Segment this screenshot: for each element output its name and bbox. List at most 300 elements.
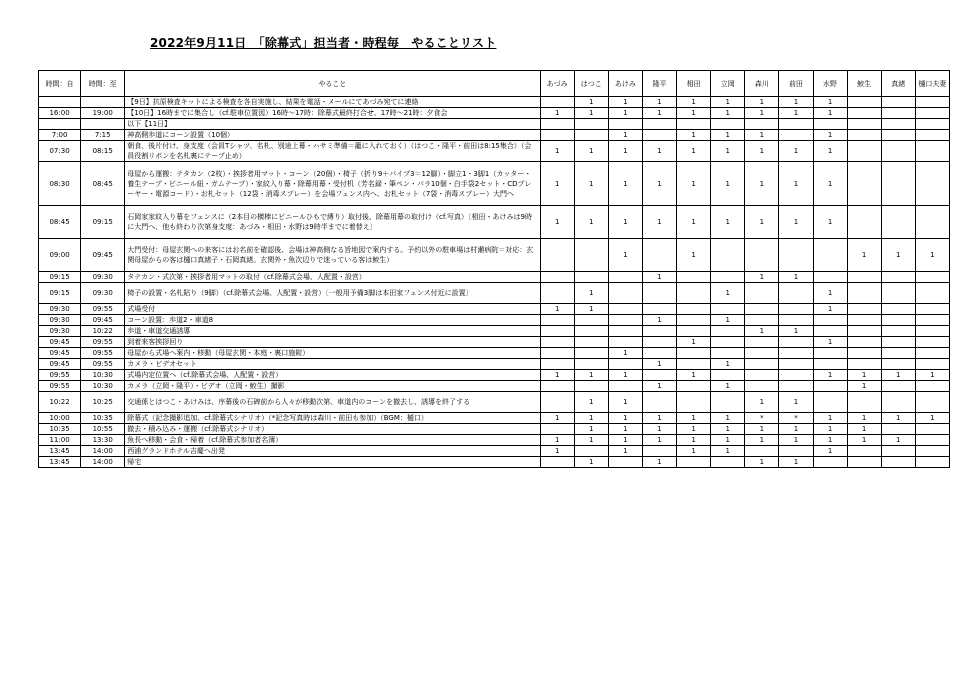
assignment-cell: [540, 283, 574, 304]
assignment-cell: 1: [574, 206, 608, 239]
assignment-cell: [711, 370, 745, 381]
assignment-cell: 1: [608, 446, 642, 457]
table-row: [39, 272, 950, 283]
assignment-cell: [677, 326, 711, 337]
assignment-cell: [745, 283, 779, 304]
end-time-cell: 10:35: [81, 413, 125, 424]
end-time-cell: 13:30: [81, 435, 125, 446]
assignment-cell: 1: [813, 97, 847, 108]
assignment-cell: [881, 141, 915, 162]
table-row: [39, 130, 950, 141]
assignment-cell: [915, 206, 949, 239]
assignment-cell: 1: [779, 141, 813, 162]
assignment-cell: 1: [608, 141, 642, 162]
task-cell: 魚長へ移動・会食・帰着（cf.除幕式参加者名簿）: [125, 435, 540, 446]
assignment-cell: 1: [642, 206, 676, 239]
start-time-cell: 08:30: [39, 162, 81, 206]
assignment-cell: [915, 446, 949, 457]
assignment-cell: [847, 446, 881, 457]
assignment-cell: [915, 381, 949, 392]
assignment-cell: [847, 130, 881, 141]
assignment-cell: 1: [779, 424, 813, 435]
assignment-cell: [779, 304, 813, 315]
assignment-cell: [745, 119, 779, 130]
assignment-cell: 1: [642, 457, 676, 468]
task-cell: 神高側歩道にコーン設置（10個）: [125, 130, 540, 141]
end-time-cell: 09:15: [81, 206, 125, 239]
assignment-cell: 1: [642, 435, 676, 446]
assignment-cell: [847, 119, 881, 130]
assignment-cell: [881, 130, 915, 141]
assignment-cell: 1: [813, 130, 847, 141]
assignment-cell: [881, 315, 915, 326]
assignment-cell: 1: [847, 413, 881, 424]
assignment-cell: 1: [540, 446, 574, 457]
assignment-cell: 1: [813, 337, 847, 348]
assignment-cell: 1: [642, 381, 676, 392]
assignment-cell: [677, 272, 711, 283]
assignment-cell: 1: [608, 162, 642, 206]
assignment-cell: 1: [540, 206, 574, 239]
start-time-cell: 09:45: [39, 348, 81, 359]
assignment-cell: 1: [813, 424, 847, 435]
end-time-cell: 10:25: [81, 392, 125, 413]
end-time-cell: 09:55: [81, 304, 125, 315]
assignment-cell: 1: [540, 413, 574, 424]
assignment-cell: 1: [813, 435, 847, 446]
assignment-cell: [608, 272, 642, 283]
end-time-cell: 19:00: [81, 108, 125, 119]
assignment-cell: [915, 272, 949, 283]
assignment-cell: [608, 119, 642, 130]
page-title: 2022年9月11日 「除幕式」担当者・時程毎 やることリスト: [150, 36, 497, 50]
end-time-cell: [81, 119, 125, 130]
assignment-cell: [779, 337, 813, 348]
assignment-cell: [540, 381, 574, 392]
assignment-cell: 1: [574, 392, 608, 413]
assignment-cell: [915, 337, 949, 348]
table-row: [39, 435, 950, 446]
assignment-cell: 1: [711, 446, 745, 457]
assignment-cell: [642, 283, 676, 304]
table-row: [39, 457, 950, 468]
assignment-cell: [881, 326, 915, 337]
assignment-cell: 1: [608, 206, 642, 239]
assignment-cell: 1: [847, 381, 881, 392]
end-time-cell: 09:30: [81, 283, 125, 304]
assignment-cell: 1: [779, 326, 813, 337]
task-cell: 撤去・積み込み・運搬（cf.除幕式シナリオ）: [125, 424, 540, 435]
assignment-cell: 1: [608, 97, 642, 108]
assignment-cell: [779, 446, 813, 457]
assignment-cell: [540, 392, 574, 413]
assignment-cell: [608, 304, 642, 315]
assignment-cell: [574, 272, 608, 283]
assignment-cell: [813, 315, 847, 326]
task-cell: 石岡家家紋入り幕をフェンスに（2本目の横棒にビニールひもで縛り）取付後、除幕用幕の取付け（cf.写真）〔相田・あけみは9時に大門へ、他も終わり次第身支度：あづみ・相田・水野は9時半までに着替え〕: [125, 206, 540, 239]
assignment-cell: [915, 315, 949, 326]
assignment-cell: 1: [915, 239, 949, 272]
assignment-cell: *: [745, 413, 779, 424]
assignment-cell: [677, 348, 711, 359]
assignment-cell: 1: [540, 162, 574, 206]
assignment-cell: 1: [745, 435, 779, 446]
task-cell: コーン設置：歩道2・車道8: [125, 315, 540, 326]
assignment-cell: 1: [745, 392, 779, 413]
assignment-cell: [847, 392, 881, 413]
end-time-cell: 10:30: [81, 370, 125, 381]
assignment-cell: [847, 326, 881, 337]
assignment-cell: [915, 141, 949, 162]
start-time-cell: 09:45: [39, 337, 81, 348]
header-person: 隆平: [642, 71, 676, 97]
assignment-cell: 1: [813, 162, 847, 206]
task-cell: 交通係とはつこ・あけみは、序幕後の石碑前から人々が移動次第、車道内のコーンを撤去し、誘導を終了する: [125, 392, 540, 413]
assignment-cell: 1: [779, 435, 813, 446]
assignment-cell: [881, 381, 915, 392]
assignment-cell: [847, 457, 881, 468]
assignment-cell: 1: [711, 315, 745, 326]
assignment-cell: 1: [608, 413, 642, 424]
task-cell: 西浦グランドホテル吉慶へ出発: [125, 446, 540, 457]
assignment-cell: [608, 381, 642, 392]
assignment-cell: [677, 283, 711, 304]
assignment-cell: [677, 392, 711, 413]
assignment-cell: [642, 337, 676, 348]
start-time-cell: 09:15: [39, 272, 81, 283]
assignment-cell: [847, 141, 881, 162]
assignment-cell: 1: [847, 435, 881, 446]
assignment-cell: [642, 370, 676, 381]
table-row: [39, 413, 950, 424]
assignment-cell: [642, 239, 676, 272]
start-time-cell: 13:45: [39, 446, 81, 457]
start-time-cell: [39, 119, 81, 130]
task-table: [38, 70, 950, 468]
assignment-cell: [745, 315, 779, 326]
assignment-cell: [642, 326, 676, 337]
task-cell: 椅子の設置・名札貼り（9脚）（cf.除幕式会場、人配置・設営）〔一般用予備3脚は本田家フェンス付近に設置〕: [125, 283, 540, 304]
assignment-cell: [915, 304, 949, 315]
assignment-cell: [813, 348, 847, 359]
assignment-cell: 1: [608, 435, 642, 446]
assignment-cell: 1: [711, 206, 745, 239]
start-time-cell: 09:15: [39, 283, 81, 304]
assignment-cell: 1: [881, 239, 915, 272]
assignment-cell: [608, 359, 642, 370]
assignment-cell: [574, 119, 608, 130]
assignment-cell: 1: [745, 457, 779, 468]
assignment-cell: 1: [540, 370, 574, 381]
end-time-cell: 7:15: [81, 130, 125, 141]
start-time-cell: 09:30: [39, 304, 81, 315]
assignment-cell: [847, 315, 881, 326]
end-time-cell: [81, 97, 125, 108]
assignment-cell: 1: [574, 424, 608, 435]
assignment-cell: [881, 119, 915, 130]
assignment-cell: 1: [779, 97, 813, 108]
assignment-cell: 1: [608, 370, 642, 381]
assignment-cell: 1: [574, 162, 608, 206]
assignment-cell: [540, 272, 574, 283]
start-time-cell: 7:00: [39, 130, 81, 141]
assignment-cell: [608, 283, 642, 304]
assignment-cell: 1: [711, 424, 745, 435]
assignment-cell: [540, 315, 574, 326]
start-time-cell: 09:55: [39, 370, 81, 381]
assignment-cell: [915, 162, 949, 206]
assignment-cell: [779, 130, 813, 141]
start-time-cell: 09:30: [39, 315, 81, 326]
assignment-cell: [915, 392, 949, 413]
assignment-cell: [711, 337, 745, 348]
start-time-cell: 08:45: [39, 206, 81, 239]
end-time-cell: 14:00: [81, 457, 125, 468]
assignment-cell: [642, 130, 676, 141]
start-time-cell: 09:55: [39, 381, 81, 392]
assignment-cell: 1: [677, 337, 711, 348]
assignment-cell: [711, 326, 745, 337]
assignment-cell: [711, 392, 745, 413]
header-person: はつこ: [574, 71, 608, 97]
assignment-cell: [574, 326, 608, 337]
assignment-cell: [745, 381, 779, 392]
assignment-cell: [881, 283, 915, 304]
assignment-cell: 1: [642, 359, 676, 370]
header-person: あけみ: [608, 71, 642, 97]
assignment-cell: 1: [745, 130, 779, 141]
end-time-cell: 14:00: [81, 446, 125, 457]
assignment-cell: [813, 381, 847, 392]
end-time-cell: 09:55: [81, 359, 125, 370]
assignment-cell: 1: [711, 162, 745, 206]
assignment-cell: [847, 162, 881, 206]
assignment-cell: [540, 424, 574, 435]
table-row: [39, 424, 950, 435]
assignment-cell: 1: [677, 141, 711, 162]
assignment-cell: 1: [677, 435, 711, 446]
assignment-cell: 1: [540, 141, 574, 162]
assignment-cell: 1: [915, 413, 949, 424]
assignment-cell: [915, 424, 949, 435]
assignment-cell: 1: [642, 162, 676, 206]
task-cell: 式場内定位置へ（cf.除幕式会場、人配置・設営）: [125, 370, 540, 381]
assignment-cell: 1: [711, 381, 745, 392]
table-row: [39, 119, 950, 130]
assignment-cell: [881, 162, 915, 206]
assignment-cell: 1: [779, 392, 813, 413]
assignment-cell: 1: [745, 326, 779, 337]
assignment-cell: 1: [711, 141, 745, 162]
table-row: [39, 239, 950, 272]
assignment-cell: 1: [745, 424, 779, 435]
assignment-cell: 1: [745, 272, 779, 283]
assignment-cell: [574, 359, 608, 370]
end-time-cell: 09:45: [81, 239, 125, 272]
task-cell: 大門受付：母屋玄関への来客にはお名前を確認後、会場は神高側なる旨地図で案内する。予約以外の駐車場は村瀬病院＝対応：玄関母屋からの客は樋口真緒子・石岡真緒。玄関外・魚次辺りで迷っている客は鮫生）: [125, 239, 540, 272]
assignment-cell: 1: [574, 304, 608, 315]
task-cell: 帰宅: [125, 457, 540, 468]
assignment-cell: [745, 337, 779, 348]
assignment-cell: 1: [574, 283, 608, 304]
header-person: 立岡: [711, 71, 745, 97]
assignment-cell: 1: [642, 108, 676, 119]
assignment-cell: 1: [642, 315, 676, 326]
assignment-cell: 1: [745, 97, 779, 108]
assignment-cell: [779, 283, 813, 304]
task-cell: カメラ・ビデオセット: [125, 359, 540, 370]
assignment-cell: [608, 457, 642, 468]
assignment-cell: [711, 119, 745, 130]
header-start: 時間：自: [39, 71, 81, 97]
assignment-cell: [779, 359, 813, 370]
assignment-cell: [881, 424, 915, 435]
end-time-cell: 08:45: [81, 162, 125, 206]
assignment-cell: [881, 304, 915, 315]
assignment-cell: [574, 446, 608, 457]
end-time-cell: 10:30: [81, 381, 125, 392]
table-row: [39, 283, 950, 304]
assignment-cell: [574, 348, 608, 359]
assignment-cell: [847, 272, 881, 283]
assignment-cell: 1: [745, 206, 779, 239]
table-row: [39, 206, 950, 239]
assignment-cell: [745, 239, 779, 272]
assignment-cell: 1: [711, 130, 745, 141]
assignment-cell: [881, 337, 915, 348]
table-row: [39, 108, 950, 119]
assignment-cell: [711, 239, 745, 272]
assignment-cell: 1: [745, 162, 779, 206]
assignment-cell: [540, 359, 574, 370]
assignment-cell: [540, 348, 574, 359]
end-time-cell: 09:45: [81, 315, 125, 326]
table-row: [39, 162, 950, 206]
assignment-cell: 1: [813, 370, 847, 381]
assignment-cell: 1: [574, 435, 608, 446]
assignment-cell: 1: [677, 446, 711, 457]
table-row: [39, 337, 950, 348]
assignment-cell: 1: [711, 435, 745, 446]
header-person: 水野: [813, 71, 847, 97]
table-row: [39, 348, 950, 359]
assignment-cell: [915, 283, 949, 304]
start-time-cell: 09:45: [39, 359, 81, 370]
assignment-cell: [881, 359, 915, 370]
assignment-cell: [915, 130, 949, 141]
assignment-cell: [881, 446, 915, 457]
assignment-cell: 1: [574, 413, 608, 424]
assignment-cell: [540, 457, 574, 468]
assignment-cell: [881, 348, 915, 359]
start-time-cell: 10:00: [39, 413, 81, 424]
assignment-cell: [677, 119, 711, 130]
assignment-cell: [779, 370, 813, 381]
assignment-cell: [608, 337, 642, 348]
assignment-cell: 1: [711, 283, 745, 304]
header-person: 真緒: [881, 71, 915, 97]
assignment-cell: [915, 326, 949, 337]
assignment-cell: [881, 108, 915, 119]
assignment-cell: [677, 315, 711, 326]
table-row: [39, 392, 950, 413]
assignment-cell: [711, 348, 745, 359]
assignment-cell: [915, 119, 949, 130]
assignment-cell: [608, 326, 642, 337]
assignment-cell: 1: [677, 130, 711, 141]
assignment-cell: [813, 457, 847, 468]
assignment-cell: 1: [813, 283, 847, 304]
table-row: [39, 304, 950, 315]
assignment-cell: 1: [677, 239, 711, 272]
assignment-cell: 1: [677, 97, 711, 108]
header-person: あづみ: [540, 71, 574, 97]
task-cell: 以下【11日】: [125, 119, 540, 130]
table-row: [39, 446, 950, 457]
assignment-cell: 1: [608, 239, 642, 272]
assignment-cell: 1: [813, 108, 847, 119]
assignment-cell: [608, 315, 642, 326]
assignment-cell: 1: [711, 413, 745, 424]
header-end: 時間：至: [81, 71, 125, 97]
assignment-cell: [642, 304, 676, 315]
assignment-cell: [847, 97, 881, 108]
assignment-cell: [779, 315, 813, 326]
start-time-cell: [39, 97, 81, 108]
table-row: [39, 315, 950, 326]
assignment-cell: 1: [711, 359, 745, 370]
assignment-cell: 1: [677, 206, 711, 239]
assignment-cell: 1: [608, 392, 642, 413]
assignment-cell: 1: [779, 162, 813, 206]
assignment-cell: [745, 304, 779, 315]
start-time-cell: 09:00: [39, 239, 81, 272]
assignment-cell: [540, 326, 574, 337]
assignment-cell: [711, 304, 745, 315]
assignment-cell: [813, 392, 847, 413]
header-person: 樋口夫妻: [915, 71, 949, 97]
assignment-cell: [915, 97, 949, 108]
assignment-cell: 1: [677, 162, 711, 206]
assignment-cell: 1: [813, 446, 847, 457]
start-time-cell: 09:30: [39, 326, 81, 337]
task-cell: 朝食、後片付け、身支度（会員Tシャツ、名札、別途上幕・ハサミ準備＝籠に入れておく）（はつこ・隆平・前田は8:15集合）（会員役割リボンを名札裏にテープ止め）: [125, 141, 540, 162]
assignment-cell: [881, 392, 915, 413]
table-row: [39, 370, 950, 381]
assignment-cell: [711, 457, 745, 468]
assignment-cell: [745, 370, 779, 381]
table-row: [39, 326, 950, 337]
task-cell: カメラ（立岡・隆平）・ビデオ（立岡・鮫生）撮影: [125, 381, 540, 392]
assignment-cell: [847, 304, 881, 315]
start-time-cell: 07:30: [39, 141, 81, 162]
assignment-cell: 1: [677, 424, 711, 435]
task-rows: [39, 97, 950, 468]
assignment-cell: [779, 119, 813, 130]
assignment-cell: 1: [642, 413, 676, 424]
assignment-cell: [677, 457, 711, 468]
assignment-cell: [574, 239, 608, 272]
start-time-cell: 10:22: [39, 392, 81, 413]
assignment-cell: 1: [881, 370, 915, 381]
assignment-cell: [847, 206, 881, 239]
assignment-cell: 1: [779, 206, 813, 239]
table-row: [39, 97, 950, 108]
start-time-cell: 13:45: [39, 457, 81, 468]
assignment-cell: 1: [608, 424, 642, 435]
end-time-cell: 09:55: [81, 337, 125, 348]
assignment-cell: 1: [540, 108, 574, 119]
